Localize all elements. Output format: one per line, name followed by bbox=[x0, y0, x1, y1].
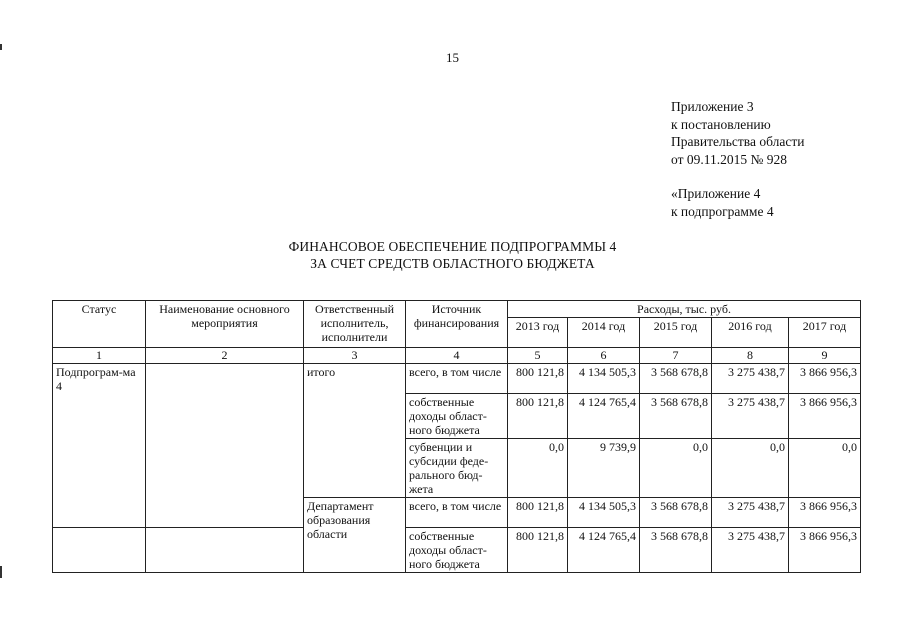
measure-cell bbox=[146, 528, 304, 573]
header-year: 2013 год bbox=[508, 318, 568, 348]
header-source: Источник финансирования bbox=[406, 301, 508, 348]
value-cell: 3 275 438,7 bbox=[712, 528, 789, 573]
value-cell: 800 121,8 bbox=[508, 498, 568, 528]
header-status: Статус bbox=[53, 301, 146, 348]
executor-cell: итого bbox=[304, 364, 406, 498]
value-cell: 4 124 765,4 bbox=[568, 394, 640, 439]
header-year: 2015 год bbox=[640, 318, 712, 348]
value-cell: 9 739,9 bbox=[568, 439, 640, 498]
table-row bbox=[53, 364, 861, 394]
page-number: 15 bbox=[446, 50, 459, 65]
source-cell: всего, в том числе bbox=[406, 498, 508, 528]
value-cell: 3 568 678,8 bbox=[640, 364, 712, 394]
measure-cell bbox=[146, 364, 304, 528]
value-cell: 3 275 438,7 bbox=[712, 394, 789, 439]
value-cell: 4 124 765,4 bbox=[568, 528, 640, 573]
col-number: 7 bbox=[640, 348, 712, 364]
value-cell: 4 134 505,3 bbox=[568, 498, 640, 528]
col-number: 1 bbox=[53, 348, 146, 364]
header-executor: Ответственный исполнитель, исполнители bbox=[304, 301, 406, 348]
table-row bbox=[53, 528, 861, 573]
value-cell: 0,0 bbox=[508, 439, 568, 498]
source-cell: субвенции и субсидии феде-рального бюд-жета bbox=[406, 439, 508, 498]
col-number: 5 bbox=[508, 348, 568, 364]
header-expenses: Расходы, тыс. руб. bbox=[508, 301, 861, 318]
value-cell: 3 568 678,8 bbox=[640, 394, 712, 439]
value-cell: 0,0 bbox=[789, 439, 861, 498]
scan-edge-mark bbox=[0, 566, 2, 578]
header-year: 2016 год bbox=[712, 318, 789, 348]
scan-edge-mark bbox=[0, 44, 2, 50]
col-number: 3 bbox=[304, 348, 406, 364]
col-number: 6 bbox=[568, 348, 640, 364]
source-cell: собственные доходы област-ного бюджета bbox=[406, 394, 508, 439]
appendix-line: Приложение 3 bbox=[671, 99, 754, 114]
status-cell: Подпрограм-ма 4 bbox=[53, 364, 146, 528]
col-number: 8 bbox=[712, 348, 789, 364]
value-cell: 3 568 678,8 bbox=[640, 498, 712, 528]
col-number: 9 bbox=[789, 348, 861, 364]
value-cell: 0,0 bbox=[712, 439, 789, 498]
document-title bbox=[0, 238, 905, 272]
title-line: ЗА СЧЕТ СРЕДСТВ ОБЛАСТНОГО БЮДЖЕТА bbox=[310, 256, 595, 271]
appendix-line: от 09.11.2015 № 928 bbox=[671, 151, 787, 167]
appendix-block bbox=[671, 98, 804, 220]
col-number: 2 bbox=[146, 348, 304, 364]
value-cell: 3 275 438,7 bbox=[712, 364, 789, 394]
appendix-line: к постановлению bbox=[671, 116, 771, 132]
value-cell: 0,0 bbox=[640, 439, 712, 498]
value-cell: 3 275 438,7 bbox=[712, 498, 789, 528]
title-line: ФИНАНСОВОЕ ОБЕСПЕЧЕНИЕ ПОДПРОГРАММЫ 4 bbox=[288, 239, 617, 254]
value-cell: 3 866 956,3 bbox=[789, 528, 861, 573]
appendix-line: к подпрограмме 4 bbox=[671, 203, 774, 219]
value-cell: 800 121,8 bbox=[508, 364, 568, 394]
appendix-line: Правительства области bbox=[671, 134, 805, 149]
value-cell: 800 121,8 bbox=[508, 394, 568, 439]
source-cell: собственные доходы област-ного бюджета bbox=[406, 528, 508, 573]
value-cell: 4 134 505,3 bbox=[568, 364, 640, 394]
value-cell: 800 121,8 bbox=[508, 528, 568, 573]
value-cell: 3 866 956,3 bbox=[789, 364, 861, 394]
header-measure: Наименование основного мероприятия bbox=[146, 301, 304, 348]
value-cell: 3 568 678,8 bbox=[640, 528, 712, 573]
value-cell: 3 866 956,3 bbox=[789, 498, 861, 528]
finance-table bbox=[52, 300, 861, 573]
executor-cell: Департамент образования области bbox=[304, 498, 406, 573]
appendix-line: «Приложение 4 bbox=[671, 186, 761, 201]
source-cell: всего, в том числе bbox=[406, 364, 508, 394]
header-year: 2014 год bbox=[568, 318, 640, 348]
status-cell bbox=[53, 528, 146, 573]
col-number: 4 bbox=[406, 348, 508, 364]
value-cell: 3 866 956,3 bbox=[789, 394, 861, 439]
header-year: 2017 год bbox=[789, 318, 861, 348]
